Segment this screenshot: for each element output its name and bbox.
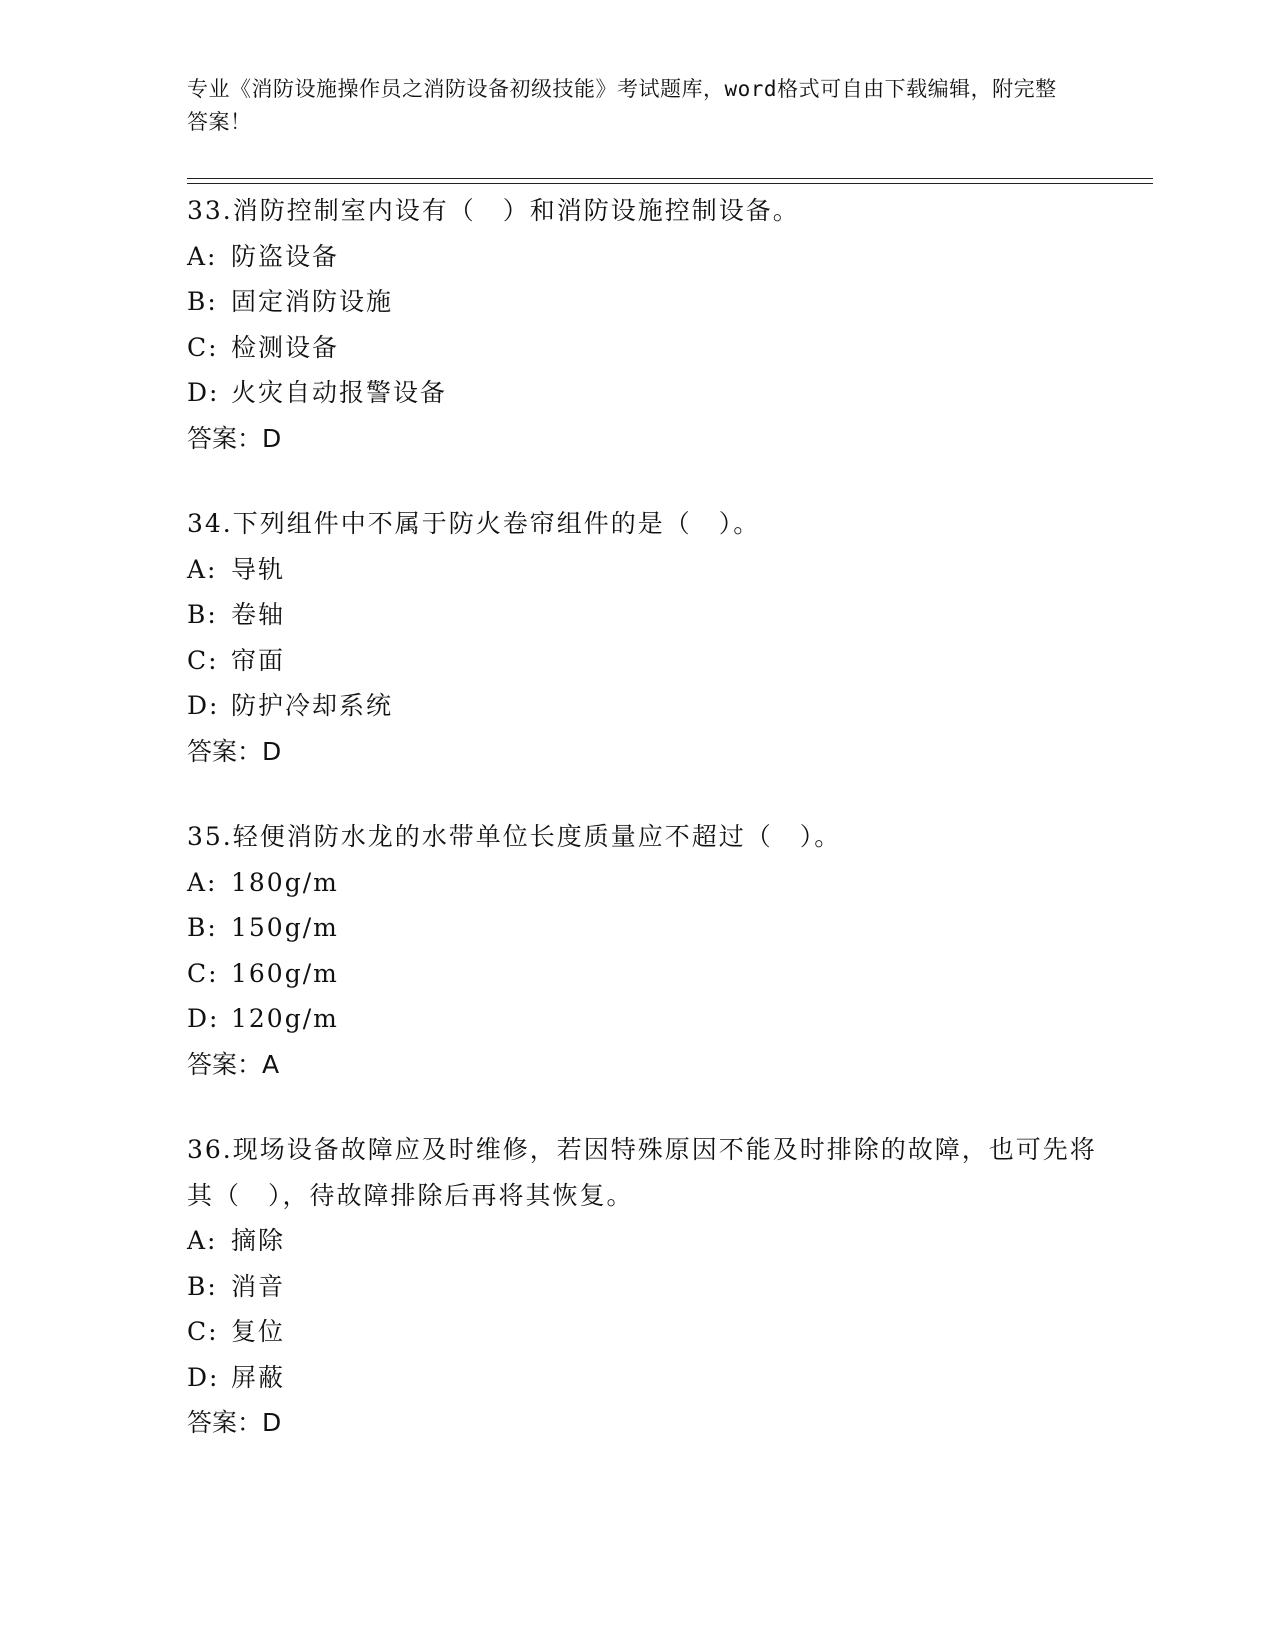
option-text: 复位	[231, 1317, 286, 1346]
option-b	[187, 1264, 1107, 1310]
option-text: 防护冷却系统	[231, 691, 394, 720]
option-text: 帘面	[231, 645, 286, 675]
option-letter: D:	[187, 691, 220, 720]
answer-line	[187, 1400, 1107, 1446]
option-text: 160g/m	[231, 958, 339, 988]
option-letter: B:	[187, 600, 218, 629]
answer-value: D	[262, 736, 282, 766]
option-letter: C:	[187, 332, 219, 362]
option-text: 固定消防设施	[231, 287, 394, 316]
option-b	[187, 592, 1107, 638]
option-b	[187, 905, 1107, 951]
option-d	[187, 1355, 1107, 1401]
header-divider-top	[187, 178, 1153, 179]
option-letter: A:	[187, 241, 218, 271]
answer-label: 答案：	[187, 423, 263, 453]
option-letter: D:	[187, 1004, 220, 1033]
question-stem: 34.下列组件中不属于防火卷帘组件的是（ ）。	[187, 509, 761, 538]
option-text: 消音	[231, 1271, 286, 1301]
option-c	[187, 638, 1107, 684]
question-stem: 36.现场设备故障应及时维修，若因特殊原因不能及时排除的故障，也可先将其（ ），待故障排除后再将其恢复。	[187, 1135, 1097, 1210]
answer-line	[187, 729, 1107, 775]
answer-line	[187, 416, 1107, 462]
answer-label: 答案：	[187, 1408, 263, 1437]
option-d	[187, 996, 1107, 1042]
option-a	[187, 1218, 1107, 1264]
answer-line	[187, 1042, 1107, 1088]
option-text: 180g/m	[231, 867, 339, 897]
option-text: 检测设备	[231, 332, 340, 362]
option-letter: B:	[187, 287, 218, 316]
question-36	[187, 1127, 1107, 1446]
option-c	[187, 1309, 1107, 1355]
option-a	[187, 860, 1107, 906]
option-letter: C:	[187, 645, 219, 675]
option-a	[187, 547, 1107, 593]
option-text: 卷轴	[231, 600, 286, 629]
question-35	[187, 814, 1107, 1087]
option-letter: A:	[187, 1226, 218, 1255]
answer-value: A	[262, 1049, 280, 1079]
option-letter: C:	[187, 958, 219, 988]
question-33	[187, 188, 1107, 461]
option-letter: B:	[187, 913, 218, 942]
option-letter: A:	[187, 867, 218, 897]
option-letter: B:	[187, 1271, 218, 1301]
answer-label: 答案：	[187, 1049, 263, 1079]
question-stem: 35.轻便消防水龙的水带单位长度质量应不超过（ ）。	[187, 822, 842, 851]
answer-value: D	[262, 1408, 282, 1437]
header-divider-bottom	[187, 183, 1153, 184]
answer-value: D	[262, 423, 282, 453]
option-text: 防盗设备	[231, 241, 340, 271]
option-text: 150g/m	[231, 913, 339, 942]
question-stem: 33.消防控制室内设有（ ）和消防设施控制设备。	[187, 196, 800, 225]
option-d	[187, 370, 1107, 416]
option-text: 火灾自动报警设备	[231, 378, 448, 407]
answer-label: 答案：	[187, 736, 263, 766]
question-list	[187, 188, 1107, 1486]
option-a	[187, 234, 1107, 280]
document-header: 专业《消防设施操作员之消防设备初级技能》考试题库，word格式可自由下载编辑，附完整答案！	[187, 77, 1057, 134]
option-letter: D:	[187, 378, 220, 407]
question-34	[187, 501, 1107, 774]
option-c	[187, 951, 1107, 997]
option-letter: A:	[187, 554, 218, 584]
option-text: 导轨	[231, 554, 286, 584]
option-text: 120g/m	[231, 1004, 339, 1033]
option-letter: C:	[187, 1317, 219, 1346]
option-text: 摘除	[231, 1226, 286, 1255]
option-c	[187, 325, 1107, 371]
option-letter: D:	[187, 1362, 220, 1392]
option-d	[187, 683, 1107, 729]
option-text: 屏蔽	[231, 1362, 286, 1392]
option-b	[187, 279, 1107, 325]
